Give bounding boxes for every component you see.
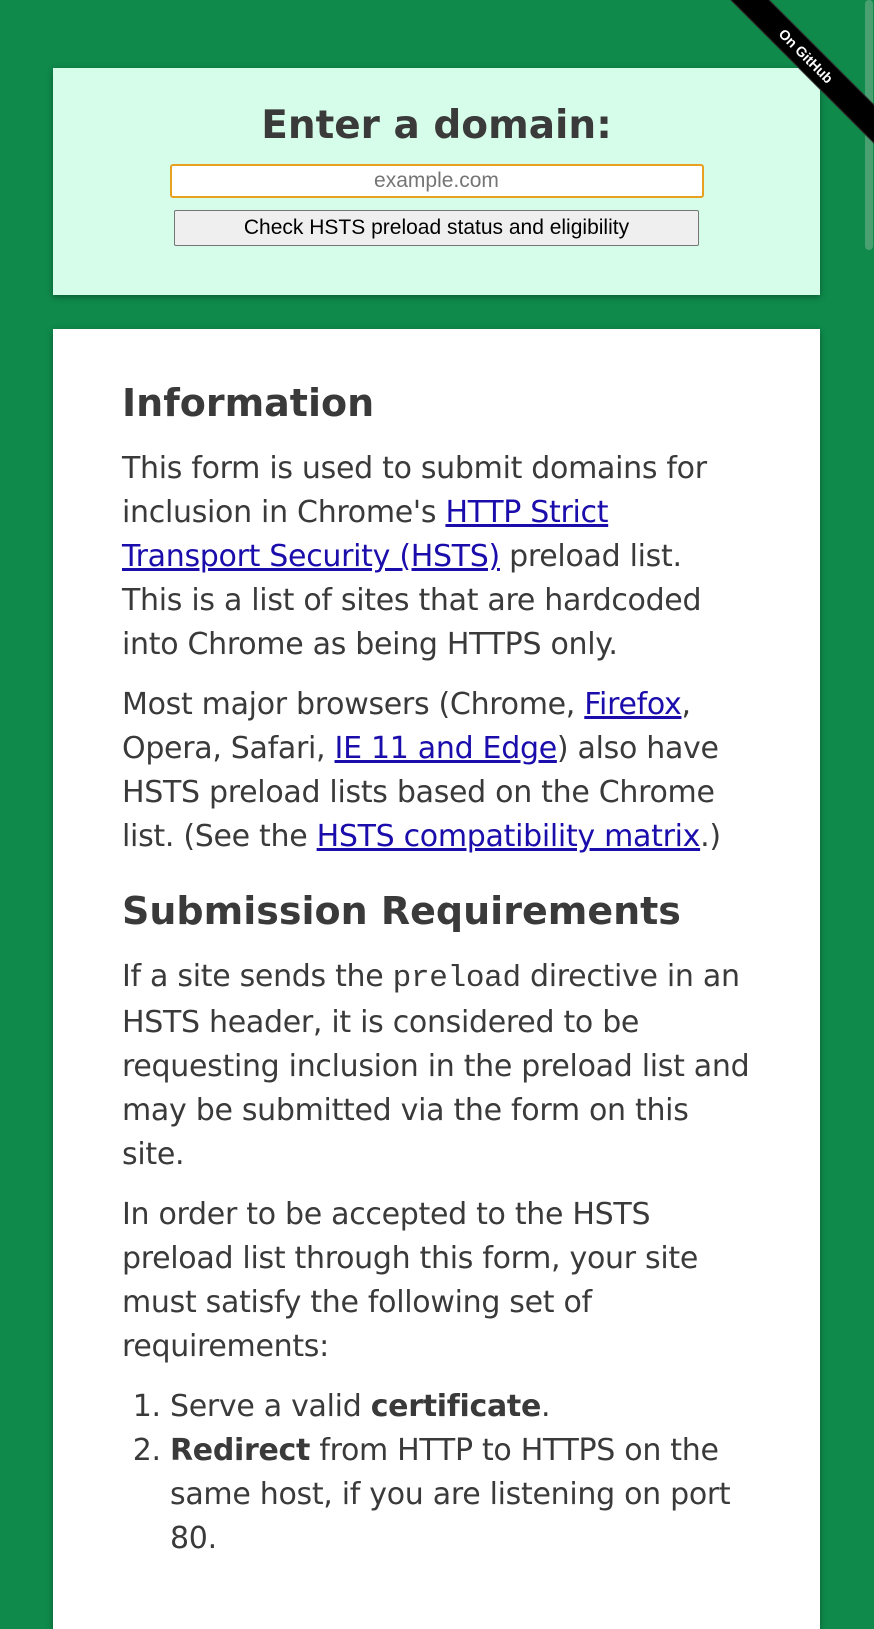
information-heading: Information <box>122 381 375 425</box>
page-scrollbar[interactable] <box>864 0 874 1555</box>
github-ribbon-container <box>694 0 874 180</box>
text-fragment: ) also have HSTS preload lists based on the Chrome list. (See the <box>122 731 719 854</box>
text-fragment: directive in an HSTS header, it is considered to be requesting inclusion in the preload list and may be submitted via the form on this site. <box>122 959 750 1172</box>
content-panel <box>53 329 820 1629</box>
requirements-heading: Submission Requirements <box>122 889 681 933</box>
form-title: Enter a domain: <box>261 103 612 148</box>
domain-input[interactable] <box>170 164 704 198</box>
text-fragment: Serve a valid <box>170 1389 371 1424</box>
bold-term: Redirect <box>170 1433 311 1468</box>
hsts-link[interactable]: HTTP Strict Transport Security (HSTS) <box>122 495 609 574</box>
list-item <box>170 1429 750 1561</box>
firefox-link[interactable]: Firefox <box>584 687 682 722</box>
list-item <box>170 1385 750 1429</box>
ie-edge-link[interactable]: IE 11 and Edge <box>334 731 557 766</box>
text-fragment: If a site sends the <box>122 959 393 994</box>
information-paragraph-2 <box>122 683 750 859</box>
requirements-paragraph-1 <box>122 955 750 1177</box>
text-fragment: . <box>541 1389 551 1424</box>
requirements-paragraph-2: In order to be accepted to the HSTS preload list through this form, your site must satisfy the following set of requirements: <box>122 1197 699 1364</box>
text-fragment: from HTTP to HTTPS on the same host, if you are listening on port 80. <box>170 1433 731 1556</box>
preload-code: preload <box>392 961 521 996</box>
requirements-list <box>122 1385 750 1561</box>
text-fragment: .) <box>700 819 721 854</box>
text-fragment: , Opera, Safari, <box>122 687 691 766</box>
check-status-button[interactable]: Check HSTS preload status and eligibility <box>174 210 699 246</box>
text-fragment: This form is used to submit domains for inclusion in Chrome's <box>122 451 707 530</box>
text-fragment: Most major browsers (Chrome, <box>122 687 585 722</box>
bold-term: certificate <box>370 1389 542 1424</box>
information-paragraph-1 <box>122 447 750 667</box>
github-ribbon-link[interactable]: On GitHub <box>711 0 874 151</box>
compatibility-matrix-link[interactable]: HSTS compatibility matrix <box>316 819 701 854</box>
text-fragment: preload list. This is a list of sites that are hardcoded into Chrome as being HTTPS only. <box>122 539 702 662</box>
